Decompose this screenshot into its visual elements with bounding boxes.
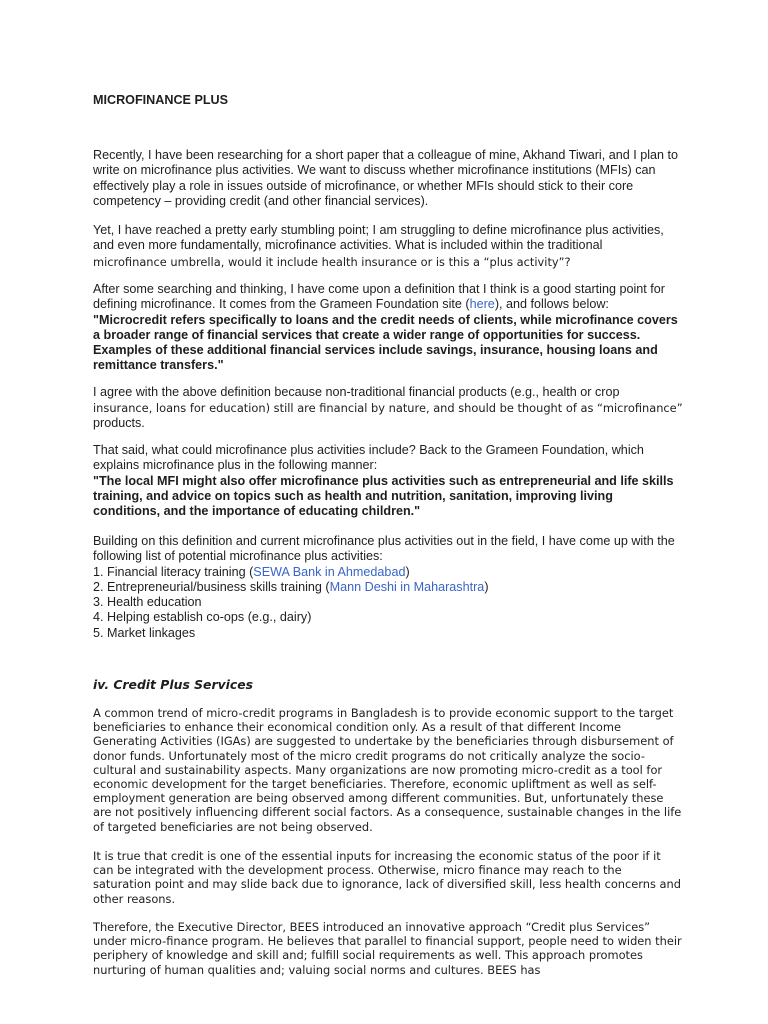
paragraph-text: Building on this definition and current microfinance plus activities out in the field, I have come up with the following list of potential microfinance plus activities: (93, 534, 675, 564)
paragraph-line: products. (93, 415, 145, 430)
paragraph-text: After some searching and thinking, I have come upon a definition that I think is a good starting point for defining microfinance. It comes from the Grameen Foundation site ( (93, 282, 665, 312)
paragraph-list-intro (93, 534, 683, 641)
list-item: 1. Financial literacy training (SEWA Bank in Ahmedabad) (93, 564, 410, 579)
paragraph-definition (93, 282, 683, 374)
list-item: 4. Helping establish co-ops (e.g., dairy) (93, 610, 312, 625)
paragraph-section-1: A common trend of micro-credit programs in Bangladesh is to provide economic support to the target beneficiaries to enhance their economical condition only. As a result of that different Income Generating Activities (IGAs) are suggested to undertake by the beneficiaries through disbursement of donor funds. Unfortunately most of the micro credit programs do not critically analyze the socio-cultural and sustainability aspects. Many organizations are now promoting micro-credit as a tool for economic development for the target beneficiaries. Therefore, economic upliftment as well as self-employment generation are being observed among different communities. But, unfortunately these are not positively influencing different social factors. As a consequence, sustainable changes in the life of targeted beneficiaries are not being observed. (93, 706, 682, 834)
sewa-bank-link[interactable]: SEWA Bank in Ahmedabad (253, 564, 406, 579)
mfi-quote: "The local MFI might also offer microfinance plus activities such as entrepreneurial and life skills training, and advice on topics such as health and nutrition, sanitation, improving living conditions, and the importance of educating children." (93, 473, 674, 519)
list-item: 3. Health education (93, 595, 202, 610)
paragraph-line: microfinance umbrella, would it include health insurance or is this a “plus activity”? (93, 254, 571, 269)
paragraph-text: That said, what could microfinance plus activities include? Back to the Grameen Foundation, which explains microfinance plus in the following manner: (93, 443, 644, 473)
mann-deshi-link[interactable]: Mann Deshi in Maharashtra (329, 579, 485, 594)
paragraph-plus-activities (93, 443, 683, 519)
paragraph-intro: Recently, I have been researching for a short paper that a colleague of mine, Akhand Tiwari, and I plan to write on microfinance plus activities. We want to discuss whether microfinance institutions (MFIs) can effectively play a role in issues outside of microfinance, or whether MFIs should stick to their core competency – providing credit (and other financial services). (93, 148, 679, 208)
paragraph-section-3: Therefore, the Executive Director, BEES introduced an innovative approach “Credit plus Services” under micro-finance program. He believes that parallel to financial support, people need to widen their periphery of knowledge and skill and; fulfill social requirements as well. This approach promotes nurturing of human qualities and; valuing social norms and cultures. BEES has (93, 920, 682, 977)
microcredit-quote: "Microcredit refers specifically to loans and the credit needs of clients, while microfinance covers a broader range of financial services that create a wider range of opportunities for success. Examples of these additional financial services include savings, insurance, housing loans and remittance transfers." (93, 312, 678, 373)
paragraph-stumbling-point (93, 223, 683, 269)
paragraph-line: I agree with the above definition because non-traditional financial products (e.g., health or crop (93, 385, 620, 399)
activities-list (93, 565, 683, 641)
list-item: 5. Market linkages (93, 625, 196, 640)
section-heading: iv. Credit Plus Services (93, 677, 254, 692)
paragraph-line: Yet, I have reached a pretty early stumbling point; I am struggling to define microfinance plus activities, and even more fundamentally, microfinance activities. What is included within the traditional (93, 223, 664, 253)
list-item: 2. Entrepreneurial/business skills training (Mann Deshi in Maharashtra) (93, 579, 489, 594)
paragraph-section-2: It is true that credit is one of the essential inputs for increasing the economic status of the poor if it can be integrated with the development process. Otherwise, micro finance may reach to the saturation point and may slide back due to ignorance, lack of diversified skill, less health concerns and other reasons. (93, 849, 681, 906)
paragraph-text: ), and follows below: (494, 297, 609, 312)
paragraph-line: insurance, loans for education) still are financial by nature, and should be thought of as “microfinance” (93, 401, 683, 416)
here-link[interactable]: here (469, 297, 495, 312)
page-title: MICROFINANCE PLUS (93, 93, 229, 107)
paragraph-agree (93, 385, 683, 431)
